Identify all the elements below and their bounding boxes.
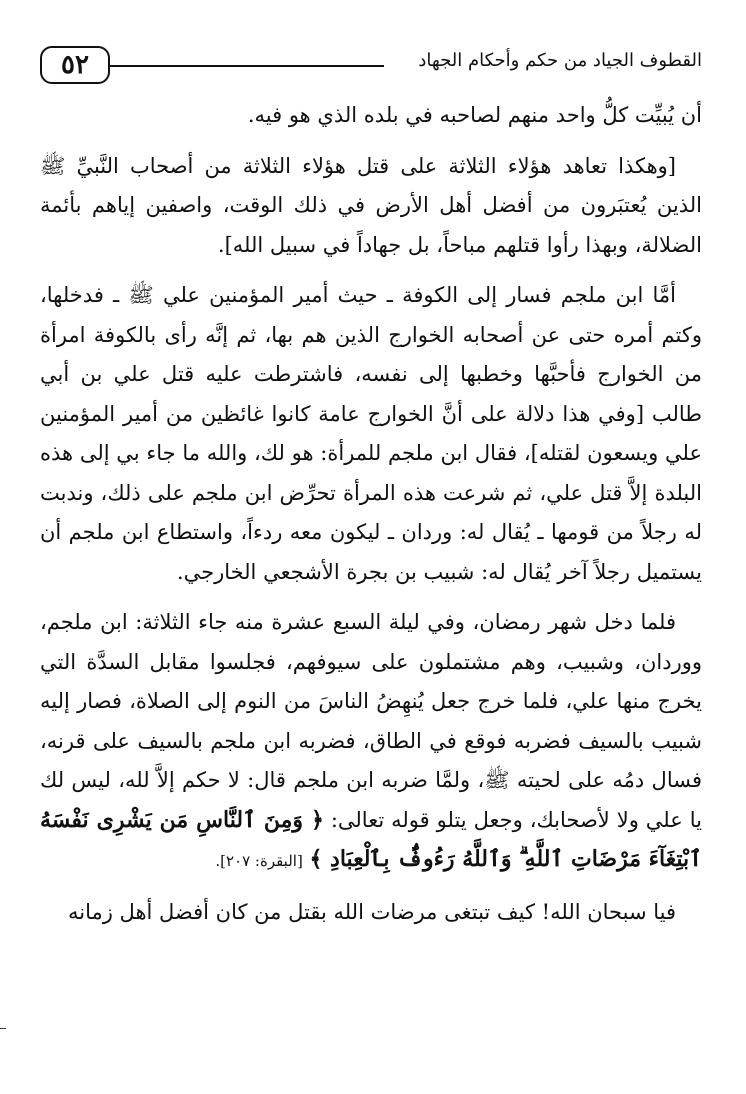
paragraph-1: أن يُبيِّت كلُّ واحد منهم لصاحبه في بلده الذي هو فيه. — [247, 103, 702, 127]
quran-verse: ﴿ وَمِنَ ٱلنَّاسِ مَن يَشْرِى نَفْسَهُ ٱبْتِغَآءَ مَرْضَاتِ ٱللَّهِ ۗ وَٱللَّهُ رَءُوفٌۢ بِٱلْعِبَادِ ﴾ — [40, 806, 702, 872]
page-number: ٥٢ — [40, 46, 110, 84]
margin-mark — [0, 1028, 6, 1029]
paragraph-2: [وهكذا تعاهد هؤلاء الثلاثة على قتل هؤلاء الثلاثة من أصحاب النَّبيِّ ﷺ الذين يُعتبَرون من أفضل أهل الأرض في ذلك الوقت، واصفين إياهم بأئمة الضلالة، وبهذا رأوا قتلهم مباحاً، بل جهاداً في سبيل الله]. — [40, 153, 702, 257]
book-title: القطوف الجياد من حكم وأحكام الجهاد — [418, 50, 702, 71]
verse-reference: [البقرة: ٢٠٧]. — [215, 852, 303, 870]
paragraph-5: فيا سبحان الله! كيف تبتغى مرضات الله بقتل من كان أفضل أهل زمانه — [67, 899, 676, 924]
paragraph-3: أمَّا ابن ملجم فسار إلى الكوفة ـ حيث أمير المؤمنين علي ﷺ ـ فدخلها، وكتم أمره حتى عن أصحابه الخوارج الذين هم بها، ثم إنَّه رأى بالكوفة امرأة من الخوارج فأحبَّها وخطبها إلى نفسه، فاشترطت عليه قتل علي بن أبي طالب [وفي هذا دلالة على أنَّ الخوارج عامة كانوا غائظين من أمير المؤمنين علي ويسعون لقتله]، فقال ابن ملجم للمرأة: هو لك، والله ما جاء بي إلى هذه البلدة إلاَّ قتل علي، ثم شرعت هذه المرأة تحرِّض ابن ملجم على ذلك، وندبت له رجلاً من قومها ـ يُقال له: وردان ـ ليكون معه ردءاً، واستطاع ابن ملجم أن يستميل رجلاً آخر يُقال له: شبيب بن بجرة الأشجعي الخارجي. — [40, 283, 702, 584]
book-page — [40, 40, 702, 932]
paragraph-4-text: فلما دخل شهر رمضان، وفي ليلة السبع عشرة منه جاء الثلاثة: ابن ملجم، ووردان، وشبيب، وهم مشتملون على سيوفهم، فجلسوا مقابل السدَّة التي يخرج منها علي، فلما خرج جعل يُنهِضُ الناسَ من النوم إلى الصلاة، فصار إليه شبيب بالسيف فضربه فوقع في الطاق، فضربه ابن ملجم بالسيف على قرنه، فسال دمُه على لحيته ﷺ، ولمَّا ضربه ابن ملجم قال: لا حكم إلاَّ لله، ليس لك يا علي ولا لأصحابك، وجعل يتلو قوله تعالى: — [40, 610, 702, 832]
paragraph-4 — [40, 603, 702, 882]
page-header — [40, 40, 702, 92]
page-body — [40, 96, 702, 932]
header-rule — [110, 65, 384, 67]
